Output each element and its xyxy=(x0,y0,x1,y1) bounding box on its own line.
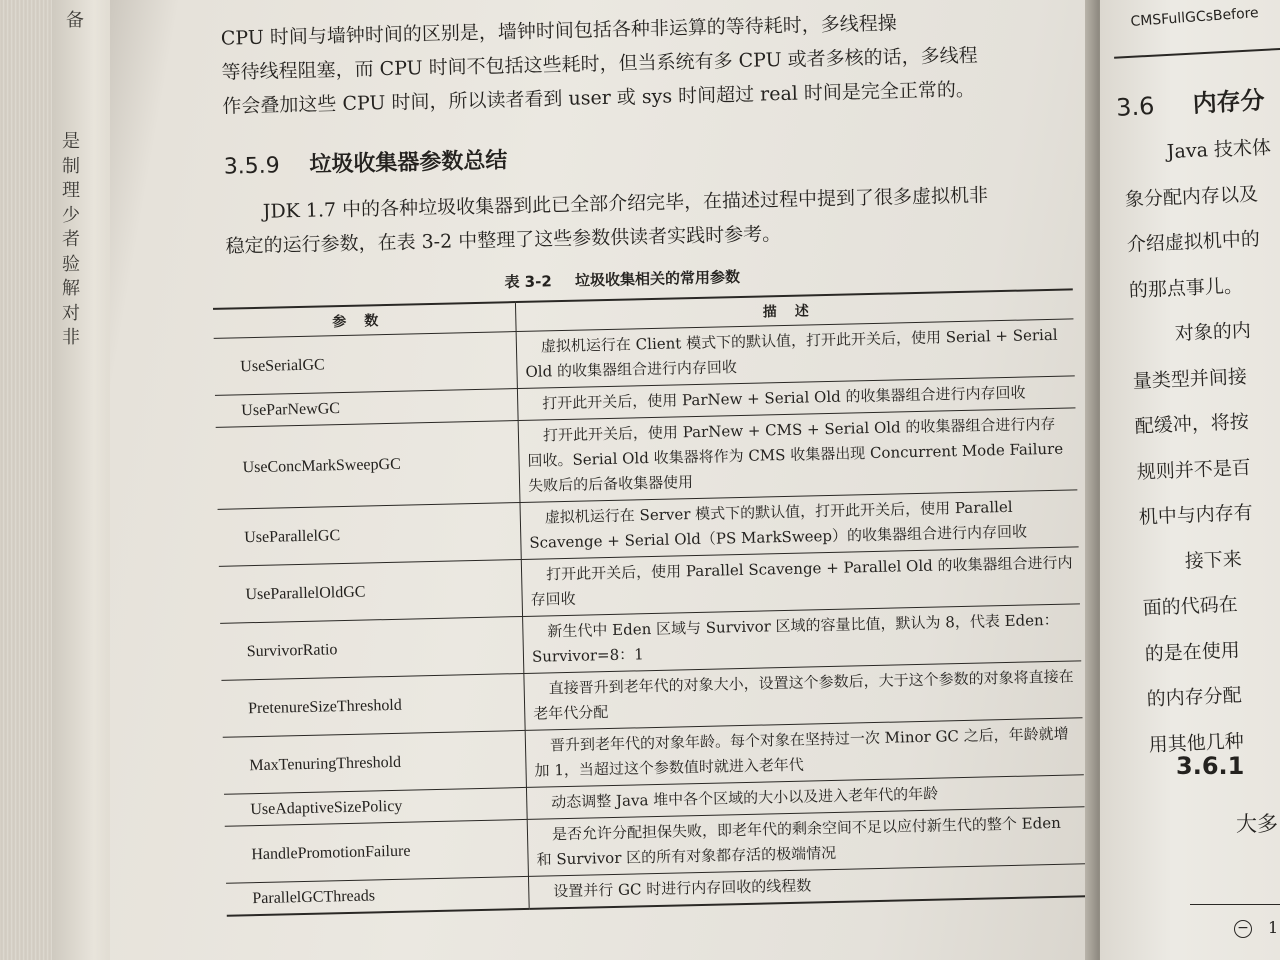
intro-line: 作会叠加这些 CPU 时间，所以读者看到 user 或 sys 时间超过 real 时间是完全正常的。 xyxy=(222,78,976,118)
table-body xyxy=(214,319,1087,916)
right-body-line: 量类型并间接 xyxy=(1132,365,1248,393)
right-page xyxy=(1100,0,1280,960)
right-subsection-number: 3.6.1 xyxy=(1176,752,1245,780)
param-desc-cell: 打开此开关后，使用 ParNew + CMS + Serial Old 的收集器组合进行内存回收。Serial Old 收集器将作为 CMS 收集器出现 Concurrent Mode Failure 失败后的后备收集器使用 xyxy=(518,408,1077,503)
summary-paragraph xyxy=(224,178,989,263)
param-name-cell: UseAdaptiveSizePolicy xyxy=(224,787,527,826)
summary-line: JDK 1.7 中的各种垃圾收集器到此已全部介绍完毕，在描述过程中提到了很多虚拟机非 xyxy=(262,184,989,223)
section-heading xyxy=(223,143,507,180)
header-param: 参数 xyxy=(213,302,516,338)
left-page-top-char: 备 xyxy=(66,10,84,31)
right-body-line: 对象的内 xyxy=(1174,319,1252,345)
intro-line: 等待线程阻塞，而 CPU 时间不包括这些耗时，但当系统有多 CPU 或者多核的话，多线程 xyxy=(221,44,978,84)
right-body-line: 的那点事儿。 xyxy=(1128,274,1244,302)
param-desc-cell: 直接晋升到老年代的对象大小，设置这个参数后，大于这个参数的对象将直接在老年代分配 xyxy=(524,661,1083,731)
right-body-line: 象分配内存以及 xyxy=(1124,182,1259,211)
param-name-cell: UseParallelOldGC xyxy=(219,559,523,623)
param-desc-cell: 晋升到老年代的对象年龄。每个对象在坚持过一次 Minor GC 之后，年龄就增加 1，当超过这个参数值时就进入老年代 xyxy=(525,718,1084,788)
intro-paragraph xyxy=(220,5,978,124)
right-body-line: 规则并不是百 xyxy=(1136,456,1252,484)
right-header-rule xyxy=(1114,47,1280,58)
right-section-number: 3.6 xyxy=(1115,91,1156,122)
param-name-cell: UseParallelGC xyxy=(218,503,522,567)
right-footer-number: 1 xyxy=(1268,918,1279,937)
param-desc-cell: 打开此开关后，使用 Parallel Scavenge + Parallel Old 的收集器组合进行内存回收 xyxy=(521,547,1080,617)
param-name-cell: UseSerialGC xyxy=(214,332,518,396)
right-body-line: 的内存分配 xyxy=(1146,684,1243,711)
param-name-cell: SurvivorRatio xyxy=(220,616,524,680)
param-name-cell: HandlePromotionFailure xyxy=(225,819,529,883)
table-number: 表 3-2 xyxy=(504,272,553,292)
param-name-cell: UseConcMarkSweepGC xyxy=(216,421,520,510)
right-page-body xyxy=(1122,123,1280,768)
param-desc-cell: 虚拟机运行在 Server 模式下的默认值，打开此开关后，使用 Parallel Scavenge + Serial Old（PS MarkSweep）的收集器组合进行内存回收 xyxy=(520,490,1079,560)
right-footer-rule xyxy=(1190,904,1280,905)
param-desc-cell: 动态调整 Java 堆中各个区域的大小以及进入老年代的年龄 xyxy=(526,775,1084,820)
right-body-line: 机中与内存有 xyxy=(1138,501,1254,529)
right-body-line: 介绍虚拟机中的 xyxy=(1126,228,1261,256)
summary-line: 稳定的运行参数，在表 3-2 中整理了这些参数供读者实践时参考。 xyxy=(225,223,782,258)
right-body-line: 用其他几种 xyxy=(1148,729,1245,756)
right-body-line: 的是在使用 xyxy=(1144,638,1241,665)
right-body-line: 面的代码在 xyxy=(1142,593,1239,620)
table-caption xyxy=(504,266,740,292)
param-desc-cell: 是否允许分配担保失败，即老年代的剩余空间不足以应付新生代的整个 Eden 和 Survivor 区的所有对象都存活的极端情况 xyxy=(527,807,1086,877)
right-running-header: CMSFullGCsBefore xyxy=(1130,5,1260,30)
left-page-column-text: 是制理少者验解对非 xyxy=(62,131,80,348)
right-body-line: 配缓冲，将按 xyxy=(1134,410,1250,438)
table-title: 垃圾收集相关的常用参数 xyxy=(574,267,741,290)
header-desc: 描述 xyxy=(515,289,1073,331)
main-page xyxy=(110,0,1100,960)
param-name-cell: UseParNewGC xyxy=(215,389,518,428)
param-desc-cell: 虚拟机运行在 Client 模式下的默认值，打开此开关后，使用 Serial + Serial Old 的收集器组合进行内存回收 xyxy=(516,319,1075,389)
param-desc-cell: 新生代中 Eden 区域与 Survivor 区域的容量比值，默认为 8，代表 Eden：Survivor=8：1 xyxy=(523,604,1082,674)
section-title: 垃圾收集器参数总结 xyxy=(309,148,508,178)
param-desc-cell: 设置并行 GC 时进行内存回收的线程数 xyxy=(528,864,1086,909)
param-desc-cell: 打开此开关后，使用 ParNew + Serial Old 的收集器组合进行内存回收 xyxy=(517,376,1075,421)
right-body-line: Java 技术体 xyxy=(1166,136,1272,164)
gc-params-table xyxy=(213,288,1087,916)
right-last-text: 大多 xyxy=(1236,812,1278,836)
param-name-cell: MaxTenuringThreshold xyxy=(223,730,527,794)
param-name-cell: ParallelGCThreads xyxy=(226,876,529,915)
section-number: 3.5.9 xyxy=(223,153,281,180)
right-body-line: 接下来 xyxy=(1184,547,1243,573)
intro-line: CPU 时间与墙钟时间的区别是，墙钟时间包括各种非运算的等待耗时，多线程操 xyxy=(220,12,898,50)
minus-circle-icon: − xyxy=(1234,920,1252,938)
right-section-title: 内存分 xyxy=(1191,86,1266,118)
param-name-cell: PretenureSizeThreshold xyxy=(221,673,525,737)
right-section-heading xyxy=(1115,80,1265,123)
